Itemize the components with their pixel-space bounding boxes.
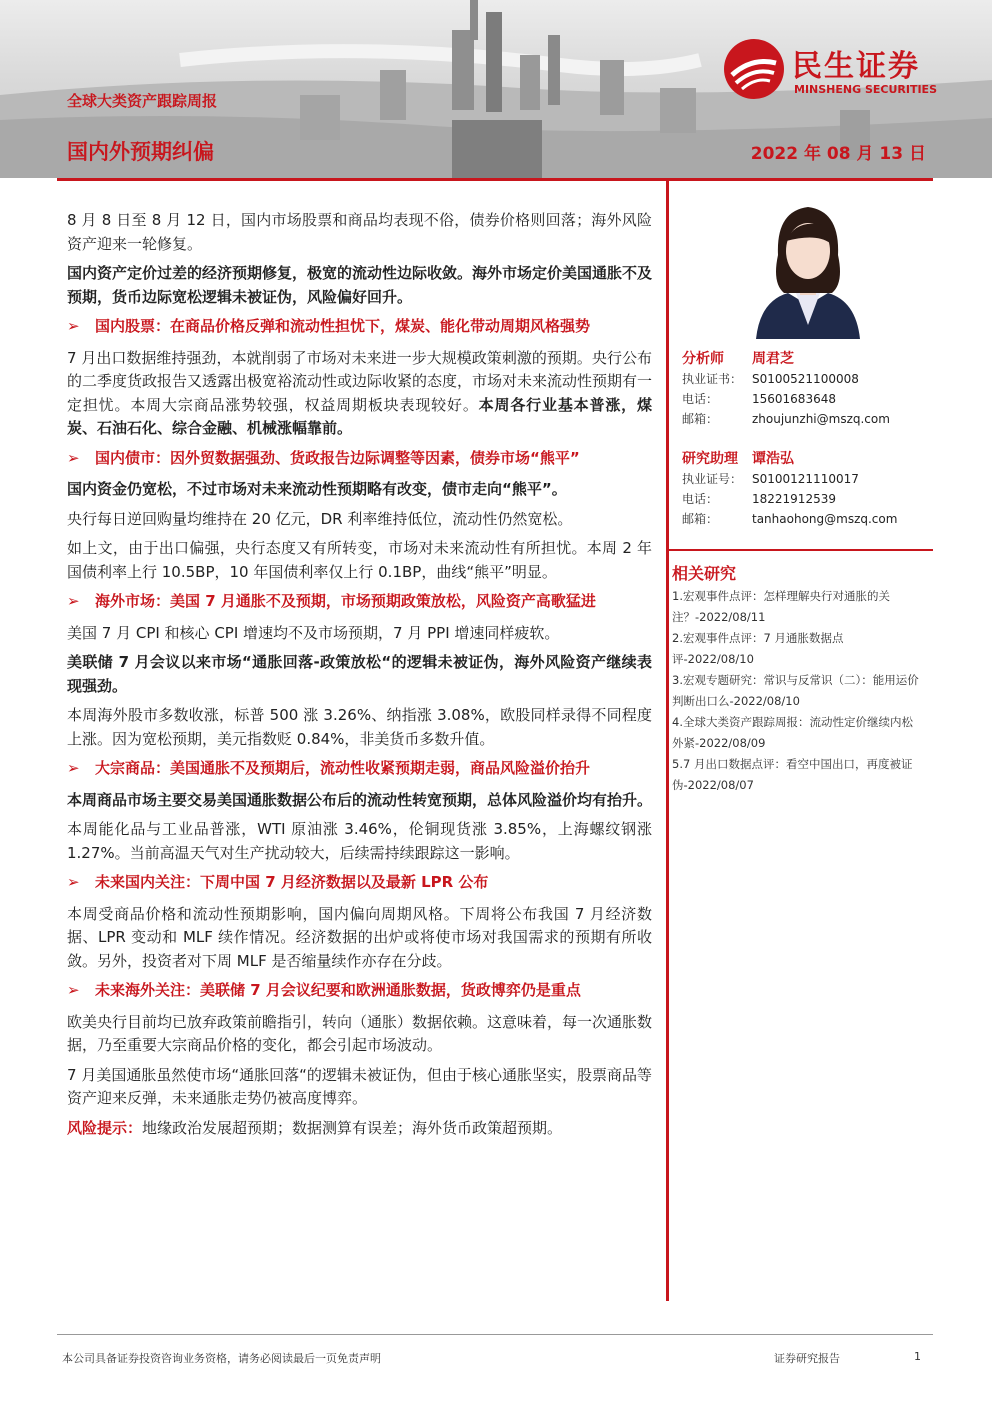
section-overseas-heading: ➢ 海外市场：美国 7 月通胀不及预期，市场预期政策放松，风险资产高歌猛进: [67, 590, 652, 614]
paragraph: 如上文，由于出口偏强，央行态度又有所转变，市场对未来流动性有所担忧。本周 2 年国债利率上行 10.5BP，10 年国债利率仅上行 0.1BP，曲线“熊平”明显。: [67, 539, 652, 581]
arrow-bullet-icon: ➢: [67, 317, 80, 335]
report-date: 2022 年 08 月 13 日: [750, 144, 926, 164]
analyst-cert: S0100521100008: [752, 372, 859, 386]
analyst-name: 谭浩弘: [752, 451, 794, 467]
paragraph: 央行每日逆回购量均维持在 20 亿元，DR 利率维持低位，流动性仍然宽松。: [67, 509, 573, 528]
arrow-bullet-icon: ➢: [67, 981, 80, 999]
brand-name-en: MINSHENG SECURITIES: [794, 83, 937, 96]
related-item[interactable]: 1.宏观事件点评：怎样理解央行对通胀的关注？-2022/08/11: [672, 589, 890, 624]
footer-divider: [57, 1334, 933, 1335]
section-domestic-outlook-heading: ➢ 未来国内关注：下周中国 7 月经济数据以及最新 LPR 公布: [67, 871, 652, 895]
footer-doc-type: 证券研究报告: [774, 1352, 840, 1365]
header-banner: [0, 0, 992, 178]
analyst-email[interactable]: zhoujunzhi@mszq.com: [752, 412, 890, 426]
header-divider: [57, 178, 933, 181]
paragraph: 本周受商品价格和流动性预期影响，国内偏向周期风格。下周将公布我国 7 月经济数据、LPR 变动和 MLF 续作情况。经济数据的出炉或将使市场对我国需求的预期有所收敛。另外，投资者对下周 MLF 是否缩量续作亦存在分歧。: [67, 904, 652, 970]
key-view: 国内资产定价过差的经济预期修复，极宽的流动性边际收敛。海外市场定价美国通胀不及预期，货币边际宽松逻辑未被证伪，风险偏好回升。: [67, 264, 653, 306]
report-type: 全球大类资产跟踪周报: [67, 92, 218, 110]
analyst-email[interactable]: tanhaohong@mszq.com: [752, 512, 898, 526]
related-research-list: [672, 586, 922, 796]
arrow-bullet-icon: ➢: [67, 448, 80, 467]
risk-warning: 风险提示：地缘政治发展超预期；数据测算有误差；海外货币政策超预期。: [67, 1118, 563, 1137]
analyst-role: 研究助理: [682, 451, 738, 467]
analyst-name: 周君芝: [752, 351, 794, 367]
section-overseas-outlook-heading: ➢ 未来海外关注：美联储 7 月会议纪要和欧洲通胀数据，货政博弈仍是重点: [67, 979, 652, 1003]
brand-name: 民生证券: [792, 49, 920, 84]
paragraph: 本周海外股市多数收涨，标普 500 涨 3.26%、纳指涨 3.08%，欧股同样录得不同程度上涨。因为宽松预期，美元指数贬 0.84%，非美货币多数升值。: [67, 706, 652, 748]
page-number: 1: [914, 1350, 921, 1363]
paragraph: 7 月美国通胀虽然使市场“通胀回落“的逻辑未被证伪，但由于核心通胀坚实，股票商品等资产迎来反弹，未来通胀走势仍被高度博弈。: [67, 1065, 652, 1107]
analyst-photo: [748, 193, 868, 339]
related-item[interactable]: 5.7 月出口数据点评：看空中国出口，再度被证伪-2022/08/07: [672, 757, 913, 792]
report-title: 国内外预期纠偏: [67, 140, 214, 164]
analyst-phone: 18221912539: [752, 492, 836, 506]
summary-column: [67, 209, 652, 1146]
analyst-phone: 15601683648: [752, 392, 836, 406]
arrow-bullet-icon: ➢: [67, 592, 80, 610]
analyst-card-2: 研究助理 谭浩弘 执业证号： S0100121110017 电话： 18221912539 邮箱： tanhaohong@mszq.com: [682, 449, 897, 529]
section-domestic-bonds-heading: ➢ 国内债市：因外贸数据强劲、货政报告边际调整等因素，债券市场“熊平”: [67, 447, 652, 471]
analyst-card-1: 分析师 周君芝 执业证书： S0100521100008 电话： 15601683648 邮箱： zhoujunzhi@mszq.com: [682, 349, 890, 429]
paragraph: 本周商品市场主要交易美国通胀数据公布后的流动性转宽预期，总体风险溢价均有抬升。: [67, 790, 653, 809]
minsheng-logo-icon: [722, 37, 786, 101]
related-item[interactable]: 3.宏观专题研究：常识与反常识（二）：能用运价判断出口么-2022/08/10: [672, 673, 919, 708]
analyst-role: 分析师: [682, 351, 724, 367]
related-item[interactable]: 4.全球大类资产跟踪周报：流动性定价继续内松外紧-2022/08/09: [672, 715, 913, 750]
arrow-bullet-icon: ➢: [67, 873, 80, 891]
related-research-title: 相关研究: [672, 564, 737, 583]
paragraph: 7 月出口数据维持强劲，本就削弱了市场对未来进一步大规模政策刺激的预期。央行公布的二季度货政报告又透露出极宽裕流动性或边际收紧的态度，市场对未来流动性预期有一定担忧。本周大宗商品涨势较强，权益周期板块表现较好。本周各行业基本普涨，煤炭、石油石化、综合金融、机械涨幅靠前。: [67, 348, 653, 437]
paragraph: 美联储 7 月会议以来市场“通胀回落-政策放松“的逻辑未被证伪，海外风险资产继续表现强劲。: [67, 653, 652, 695]
paragraph: 欧美央行目前均已放弃政策前瞻指引，转向（通胀）数据依赖。这意味着，每一次通胀数据，乃至重要大宗商品价格的变化，都会引起市场波动。: [67, 1012, 653, 1054]
brand-logo: [722, 37, 962, 107]
arrow-bullet-icon: ➢: [67, 759, 80, 777]
footer-disclaimer: 本公司具备证券投资咨询业务资格，请务必阅读最后一页免责声明: [62, 1352, 381, 1365]
intro-paragraph: 8 月 8 日至 8 月 12 日，国内市场股票和商品均表现不俗，债券价格则回落；海外风险资产迎来一轮修复。: [67, 211, 652, 253]
analyst-cert: S0100121110017: [752, 472, 859, 486]
related-item[interactable]: 2.宏观事件点评：7 月通胀数据点评-2022/08/10: [672, 631, 844, 666]
paragraph: 国内资金仍宽松，不过市场对未来流动性预期略有改变，债市走向“熊平”。: [67, 480, 567, 498]
paragraph: 美国 7 月 CPI 和核心 CPI 增速均不及市场预期，7 月 PPI 增速同样疲软。: [67, 623, 560, 642]
section-commodities-heading: ➢ 大宗商品：美国通胀不及预期后，流动性收紧预期走弱，商品风险溢价抬升: [67, 757, 652, 781]
related-divider: [669, 549, 933, 551]
column-divider: [666, 181, 669, 1301]
section-domestic-stocks-heading: ➢ 国内股票：在商品价格反弹和流动性担忧下，煤炭、能化带动周期风格强势: [67, 315, 652, 339]
paragraph: 本周能化品与工业品普涨，WTI 原油涨 3.46%，伦铜现货涨 3.85%，上海螺纹钢涨 1.27%。当前高温天气对生产扰动较大，后续需持续跟踪这一影响。: [67, 820, 652, 862]
